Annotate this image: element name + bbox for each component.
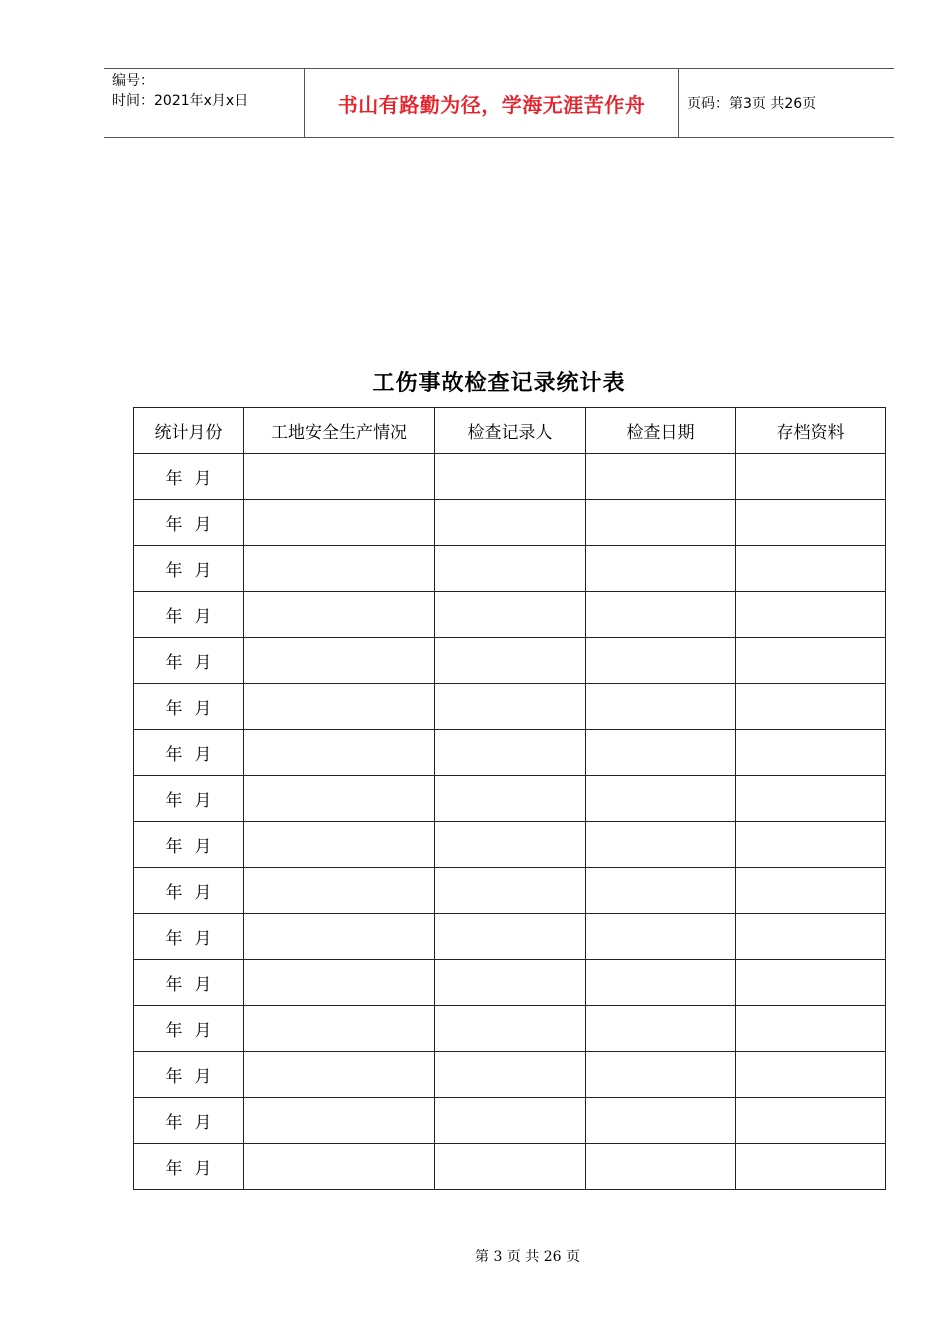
month-cell [134, 454, 244, 500]
document-title: 工伤事故检查记录统计表 [372, 370, 626, 396]
empty-cell [736, 1052, 886, 1098]
empty-cell [435, 500, 586, 546]
table-row [134, 1052, 886, 1098]
month-label: 月 [194, 837, 212, 857]
empty-cell [736, 684, 886, 730]
number-label: 编号： [112, 73, 154, 89]
time-label: 时间：2021年x月x日 [112, 93, 249, 109]
table-row [134, 592, 886, 638]
table-row [134, 868, 886, 914]
empty-cell [435, 822, 586, 868]
header-meta [104, 69, 305, 137]
empty-cell [435, 1144, 586, 1190]
empty-cell [586, 684, 736, 730]
empty-cell [736, 454, 886, 500]
month-cell [134, 868, 244, 914]
empty-cell [244, 960, 435, 1006]
empty-cell [244, 684, 435, 730]
month-cell [134, 960, 244, 1006]
empty-cell [244, 1052, 435, 1098]
empty-cell [586, 546, 736, 592]
empty-cell [435, 960, 586, 1006]
year-label: 年 [165, 1021, 183, 1041]
table-header-row [134, 408, 886, 454]
year-label: 年 [165, 469, 183, 489]
empty-cell [244, 592, 435, 638]
page-header [104, 68, 894, 138]
empty-cell [586, 1144, 736, 1190]
empty-cell [736, 638, 886, 684]
empty-cell [586, 1098, 736, 1144]
header-page-info: 页码：第3页 共26页 [687, 96, 817, 112]
month-cell [134, 638, 244, 684]
empty-cell [736, 592, 886, 638]
empty-cell [586, 822, 736, 868]
month-label: 月 [194, 561, 212, 581]
column-header: 存档资料 [736, 408, 886, 454]
month-cell [134, 776, 244, 822]
table-row [134, 454, 886, 500]
year-label: 年 [165, 883, 183, 903]
year-label: 年 [165, 1113, 183, 1133]
table-row [134, 1006, 886, 1052]
empty-cell [435, 1098, 586, 1144]
month-label: 月 [194, 699, 212, 719]
table-row [134, 638, 886, 684]
empty-cell [736, 1006, 886, 1052]
empty-cell [244, 776, 435, 822]
month-label: 月 [194, 791, 212, 811]
empty-cell [435, 1006, 586, 1052]
empty-cell [244, 1098, 435, 1144]
year-label: 年 [165, 791, 183, 811]
month-label: 月 [194, 975, 212, 995]
empty-cell [244, 454, 435, 500]
column-header: 检查日期 [586, 408, 736, 454]
empty-cell [586, 1006, 736, 1052]
month-label: 月 [194, 745, 212, 765]
empty-cell [244, 546, 435, 592]
empty-cell [586, 454, 736, 500]
month-cell [134, 1098, 244, 1144]
year-label: 年 [165, 653, 183, 673]
empty-cell [244, 1144, 435, 1190]
empty-cell [586, 776, 736, 822]
month-label: 月 [194, 929, 212, 949]
month-cell [134, 546, 244, 592]
month-cell [134, 914, 244, 960]
empty-cell [586, 914, 736, 960]
column-header: 检查记录人 [435, 408, 586, 454]
empty-cell [435, 730, 586, 776]
month-label: 月 [194, 469, 212, 489]
table-row [134, 546, 886, 592]
empty-cell [736, 1098, 886, 1144]
empty-cell [435, 776, 586, 822]
empty-cell [736, 960, 886, 1006]
empty-cell [586, 960, 736, 1006]
month-label: 月 [194, 1021, 212, 1041]
empty-cell [586, 868, 736, 914]
table-row [134, 822, 886, 868]
year-label: 年 [165, 515, 183, 535]
month-label: 月 [194, 515, 212, 535]
year-label: 年 [165, 607, 183, 627]
empty-cell [736, 914, 886, 960]
empty-cell [435, 868, 586, 914]
month-label: 月 [194, 1159, 212, 1179]
empty-cell [586, 730, 736, 776]
month-label: 月 [194, 1067, 212, 1087]
month-cell [134, 730, 244, 776]
page-footer: 第 3 页 共 26 页 [475, 1249, 580, 1265]
month-cell [134, 822, 244, 868]
table-row [134, 914, 886, 960]
table-row [134, 776, 886, 822]
month-cell [134, 1006, 244, 1052]
empty-cell [244, 822, 435, 868]
empty-cell [244, 730, 435, 776]
empty-cell [244, 1006, 435, 1052]
year-label: 年 [165, 1067, 183, 1087]
table-row [134, 960, 886, 1006]
empty-cell [736, 730, 886, 776]
empty-cell [244, 500, 435, 546]
year-label: 年 [165, 699, 183, 719]
month-cell [134, 500, 244, 546]
month-cell [134, 592, 244, 638]
empty-cell [736, 500, 886, 546]
month-label: 月 [194, 653, 212, 673]
month-cell [134, 1144, 244, 1190]
empty-cell [736, 868, 886, 914]
empty-cell [435, 454, 586, 500]
empty-cell [435, 638, 586, 684]
empty-cell [244, 914, 435, 960]
month-cell [134, 684, 244, 730]
year-label: 年 [165, 561, 183, 581]
column-header: 统计月份 [134, 408, 244, 454]
table-row [134, 1144, 886, 1190]
header-motto: 书山有路勤为径，学海无涯苦作舟 [337, 92, 646, 117]
header-motto-cell [305, 69, 679, 137]
year-label: 年 [165, 1159, 183, 1179]
empty-cell [435, 684, 586, 730]
empty-cell [586, 638, 736, 684]
empty-cell [586, 592, 736, 638]
empty-cell [736, 1144, 886, 1190]
table-row [134, 1098, 886, 1144]
empty-cell [435, 546, 586, 592]
table-row [134, 684, 886, 730]
empty-cell [244, 868, 435, 914]
table-row [134, 730, 886, 776]
year-label: 年 [165, 929, 183, 949]
empty-cell [435, 1052, 586, 1098]
year-label: 年 [165, 975, 183, 995]
table-body [134, 454, 886, 1190]
empty-cell [586, 500, 736, 546]
month-label: 月 [194, 607, 212, 627]
month-label: 月 [194, 1113, 212, 1133]
empty-cell [244, 638, 435, 684]
empty-cell [435, 592, 586, 638]
year-label: 年 [165, 745, 183, 765]
month-label: 月 [194, 883, 212, 903]
stats-table [133, 407, 886, 1190]
column-header: 工地安全生产情况 [244, 408, 435, 454]
empty-cell [736, 546, 886, 592]
empty-cell [586, 1052, 736, 1098]
empty-cell [736, 776, 886, 822]
empty-cell [435, 914, 586, 960]
empty-cell [736, 822, 886, 868]
table-row [134, 500, 886, 546]
year-label: 年 [165, 837, 183, 857]
month-cell [134, 1052, 244, 1098]
